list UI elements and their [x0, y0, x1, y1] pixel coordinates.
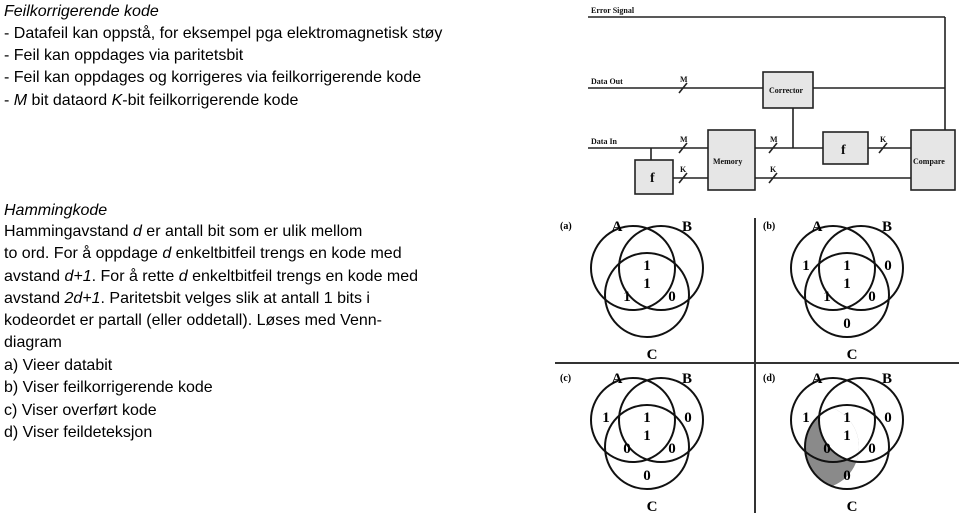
list-item-b: b) Viser feilkorrigerende kode — [4, 379, 213, 396]
venn-value-a: 1 — [802, 410, 810, 426]
venn-label-a: A — [611, 371, 623, 387]
var-d-plus-1: d+1 — [64, 268, 92, 285]
hamming-line-3 — [4, 266, 418, 288]
venn-panel-a — [560, 219, 703, 363]
text-run: -bit feilkorrigerende kode — [122, 92, 299, 109]
venn-value-center: 1 — [643, 428, 651, 444]
venn-label-b: B — [881, 219, 893, 235]
bullet-dataord — [4, 90, 298, 112]
f-label: f — [650, 171, 655, 186]
hamming-line-6: diagram — [4, 334, 62, 351]
venn-value-b: 0 — [884, 258, 892, 274]
list-item-c: c) Viser overført kode — [4, 402, 157, 419]
hamming-line-1 — [4, 221, 362, 243]
text-run: . Paritetsbit velges slik at antall 1 bits i — [100, 290, 370, 307]
bus-width-k: K — [880, 135, 887, 144]
list-item-a: a) Vieer databit — [4, 357, 113, 374]
venn-panel-b — [763, 219, 903, 363]
text-run: Hammingavstand — [4, 223, 133, 240]
venn-value-ab: 1 — [643, 410, 651, 426]
f-label: f — [841, 143, 846, 158]
text-run: . For å rette — [91, 268, 179, 285]
venn-value-center: 1 — [643, 276, 651, 292]
venn-value-bc: 0 — [668, 441, 676, 457]
venn-value-c: 0 — [643, 468, 651, 484]
venn-value-b: 0 — [884, 410, 892, 426]
venn-label-c: C — [646, 347, 658, 363]
var-2d-plus-1: 2d+1 — [64, 290, 101, 307]
venn-value-ab: 1 — [843, 410, 851, 426]
hamming-line-2 — [4, 243, 402, 265]
text-run: avstand — [4, 290, 65, 307]
venn-value-b: 0 — [684, 410, 692, 426]
venn-value-center: 1 — [843, 276, 851, 292]
bus-width-m: M — [680, 75, 688, 84]
venn-value-a: 1 — [602, 410, 610, 426]
panel-label-b: (b) — [763, 221, 776, 232]
venn-value-ac: 1 — [623, 289, 631, 305]
section-title-hammingkode: Hammingkode — [4, 202, 108, 219]
hamming-line-4 — [4, 288, 370, 310]
venn-panel-d — [763, 371, 903, 513]
bus-width-k: K — [680, 165, 687, 174]
venn-label-b: B — [681, 371, 693, 387]
circle-a — [591, 226, 675, 310]
venn-value-c: 0 — [843, 468, 851, 484]
venn-value-ab: 1 — [643, 258, 651, 274]
venn-value-center: 1 — [843, 428, 851, 444]
text-run: bit dataord — [27, 92, 112, 109]
venn-panel-c — [560, 371, 703, 513]
bus-width-m: M — [770, 135, 778, 144]
venn-label-b: B — [681, 219, 693, 235]
hamming-line-5: kodeordet er partall (eller oddetall). Løses med Venn- — [4, 312, 382, 329]
var-k: K — [111, 92, 123, 109]
venn-value-c: 0 — [843, 316, 851, 332]
section-title-feilkorrigerende: Feilkorrigerende kode — [4, 3, 159, 20]
memory-label: Memory — [713, 157, 743, 166]
bullet-paritetsbit: - Feil kan oppdages via paritetsbit — [4, 47, 244, 64]
venn-label-c: C — [846, 499, 858, 513]
var-m: M — [13, 92, 28, 109]
text-run: er antall bit som er ulik mellom — [141, 223, 363, 240]
venn-value-ac: 0 — [623, 441, 631, 457]
venn-value-a: 1 — [802, 258, 810, 274]
error-correction-block-diagram — [583, 0, 959, 196]
venn-label-a: A — [811, 219, 823, 235]
bus-width-k: K — [770, 165, 777, 174]
circle-b — [619, 226, 703, 310]
text-run: to ord. For å oppdage — [4, 245, 163, 262]
text-run: avstand — [4, 268, 65, 285]
compare-label: Compare — [913, 157, 945, 166]
venn-value-ab: 1 — [843, 258, 851, 274]
venn-label-c: C — [846, 347, 858, 363]
bus-width-m: M — [680, 135, 688, 144]
var-d: d — [132, 223, 142, 240]
venn-value-ac: 1 — [823, 289, 831, 305]
list-item-d: d) Viser feildeteksjon — [4, 424, 153, 441]
text-run: enkeltbitfeil trengs en kode med — [187, 268, 419, 285]
venn-label-a: A — [611, 219, 623, 235]
var-d: d — [178, 268, 188, 285]
text-run: - — [4, 92, 14, 109]
venn-value-bc: 0 — [868, 441, 876, 457]
panel-label-c: (c) — [560, 373, 572, 384]
data-in-label: Data In — [591, 137, 618, 146]
venn-diagram-panels — [555, 213, 959, 513]
data-out-label: Data Out — [591, 77, 623, 86]
corrector-label: Corrector — [769, 86, 804, 95]
venn-value-bc: 0 — [868, 289, 876, 305]
venn-label-c: C — [646, 499, 658, 513]
var-d: d — [162, 245, 172, 262]
venn-label-b: B — [881, 371, 893, 387]
bullet-datafeil: - Datafeil kan oppstå, for eksempel pga elektromagnetisk støy — [4, 25, 443, 42]
panel-label-a: (a) — [560, 221, 572, 232]
venn-value-ac: 0 — [823, 441, 831, 457]
bullet-korrigeres: - Feil kan oppdages og korrigeres via feilkorrigerende kode — [4, 69, 422, 86]
error-signal-label: Error Signal — [591, 6, 635, 15]
venn-label-a: A — [811, 371, 823, 387]
venn-value-bc: 0 — [668, 289, 676, 305]
panel-label-d: (d) — [763, 373, 776, 384]
text-run: enkeltbitfeil trengs en kode med — [171, 245, 402, 262]
